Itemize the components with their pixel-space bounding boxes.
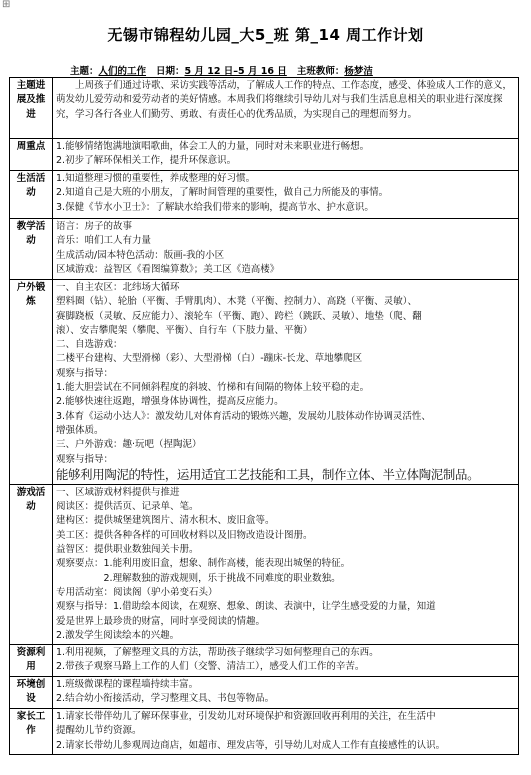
teaching-line: 语言：房子的故事 (56, 221, 133, 232)
games-line: 美工区：提供各种各样的可回收材料以及旧物改造设计图册。 (56, 529, 313, 541)
outdoor-highlight-line: 能够利用陶泥的特性，运用适宜工艺技能和工具，制作立体、半立体陶泥制品。 (56, 466, 480, 482)
environment-line: 2.结合幼小衔接活动，学习整理文具、书包等物品。 (56, 693, 275, 705)
row-games (10, 484, 519, 644)
label-teaching: 教学活动 (10, 219, 53, 280)
life-line: 2.知道自己是大班的小朋友，了解时间管理的重要性，做自己力所能及的事情。 (56, 187, 389, 199)
outdoor-line: 二、自选游戏： (56, 339, 123, 351)
games-line: 2.理解数独的游戏规则，乐于挑战不同难度的职业数独。 (56, 572, 341, 584)
games-line: 一、区域游戏材料提供与推进 (56, 486, 180, 498)
outdoor-line: 赛脚跷板（灵敏、反应能力）、滚轮车（平衡、跑）、跨栏（跳跃、灵敏）、地垫（爬、翻 (56, 310, 422, 322)
content-resources (53, 645, 519, 677)
label-games: 游戏活动 (10, 484, 53, 644)
teaching-line: 区域游戏：益智区《看图编算数》；美工区《造高楼》 (56, 263, 280, 275)
row-life (10, 171, 519, 219)
teaching-line: 音乐：咱们工人有力量 (56, 235, 152, 247)
label-outdoor: 户外锻炼 (10, 280, 53, 485)
row-resources (10, 645, 519, 677)
parents-line: 1.请家长带伴幼儿了解环保事业，引发幼儿对环境保护和资源回收再利用的关注，在生活中 (56, 711, 436, 723)
table-anchor-icon: ⊞ (2, 0, 11, 10)
teacher-label: 主班教师： (296, 66, 345, 77)
content-outdoor (53, 280, 519, 485)
date-value: 5 月 12 日–5 月 16 日 (184, 66, 287, 77)
games-line: 专用活动室：阅读阁（驴小弟变石头） (56, 586, 218, 598)
row-environment (10, 677, 519, 709)
games-line: 建构区：提供城堡建筑图片、清水积木、废旧盒等。 (56, 515, 275, 527)
environment-line: 1.班级微课程的课程墙持续丰富。 (56, 679, 199, 691)
row-progress (10, 78, 519, 139)
parents-line: 2.请家长带幼儿参观周边商店，如超市、理发店等，引导幼儿对成人工作有直接感性的认识。 (56, 739, 446, 751)
games-line: 爱是世界上最珍贵的财富，同时享受阅读的情趣。 (56, 615, 266, 627)
weekly-plan-table (9, 77, 519, 755)
teaching-line: 生成活动/园本特色活动：版画-我的小区 (56, 249, 225, 261)
theme-label: 主题： (70, 66, 99, 77)
life-line: 1.知道整理习惯的重要性，养成整理的好习惯。 (56, 173, 256, 184)
theme-value: 人们的工作 (98, 66, 147, 77)
content-progress (53, 78, 519, 139)
games-line: 阅读区：提供活页、记录单、笔。 (56, 501, 199, 513)
outdoor-line: 塑料圈（钻）、轮胎（平衡、手臂肌肉）、木凳（平衡、控制力）、高跷（平衡、灵敏）、 (56, 296, 418, 308)
outdoor-line: 3.体育《运动小达人》：激发幼儿对体育活动的锻炼兴趣，发展幼儿肢体动作协调灵活性、 (56, 410, 431, 422)
resources-line: 2.带孩子观察马路上工作的人们（交警、清洁工），感受人们工作的辛苦。 (56, 661, 365, 673)
games-line: 观察要点：1.能利用废旧盒，想象、制作高楼，能表现出城堡的特征。 (56, 558, 351, 570)
progress-text: 上周孩子们通过诗歌、采访实践等活动，了解成人工作的特点、工作态度，感受、体验成人工作的意义，萌发幼儿爱劳动和爱劳动者的美好情感。本周我们将继续引导幼儿对与我们生活息息相关的职业进行深度探究，学习各行各业人们勤劳、勇敢、有责任心的优秀品质，为实现自己的理想而努力。 (56, 80, 513, 120)
content-environment (53, 677, 519, 709)
outdoor-line: 观察与指导： (56, 453, 114, 465)
row-parents (10, 709, 519, 755)
row-teaching (10, 219, 519, 280)
content-games (53, 484, 519, 644)
outdoor-line: 2.能够快速往返跑，增强身体协调性，提高反应能力。 (56, 396, 284, 408)
outdoor-line: 二楼平台建构、大型滑梯（彩）、大型滑梯（白）-蹦床-长龙、草地攀爬区 (56, 353, 363, 365)
label-resources: 资源利用 (10, 645, 53, 677)
date-label: 日期： (156, 66, 185, 77)
parents-line: 提醒幼儿节约资源。 (56, 725, 142, 737)
label-focus: 周重点 (10, 139, 53, 171)
label-environment: 环境创设 (10, 677, 53, 709)
games-line: 2.激发学生阅读绘本的兴趣。 (56, 629, 180, 641)
focus-line: 2.初步了解环保相关工作，提升环保意识。 (56, 155, 237, 167)
outdoor-line: 一、自主农区：北纬场大循环 (56, 282, 180, 293)
content-focus (53, 139, 519, 171)
outdoor-line: 观察与指导： (56, 367, 114, 379)
teacher-value: 杨梦洁 (344, 66, 373, 77)
games-line: 观察与指导：1.借助绘本阅读，在观察、想象、朗读、表演中，让学生感受爱的力量，知道 (56, 601, 436, 613)
outdoor-line: 三、户外游戏：趣·玩吧（捏陶泥） (56, 439, 202, 451)
content-life (53, 171, 519, 219)
resources-line: 1.利用视频，了解整理文具的方法，帮助孩子继续学习如何整理自己的东西。 (56, 647, 379, 659)
outdoor-line: 滚）、安吉攀爬架（攀爬、平衡）、自行车（下肢力量、平衡） (56, 324, 313, 336)
outdoor-line: 1.能大胆尝试在不同倾斜程度的斜坡、竹梯和有间隔的物体上较平稳的走。 (56, 382, 370, 394)
games-line: 益智区：提供职业数独闯关卡册。 (56, 544, 199, 556)
focus-line: 1.能够情绪饱满地演唱歌曲，体会工人的力量，同时对未来职业进行畅想。 (56, 141, 370, 152)
plan-meta-line (70, 63, 373, 77)
label-parents: 家长工作 (10, 709, 53, 755)
content-parents (53, 709, 519, 755)
row-outdoor (10, 280, 519, 485)
row-focus (10, 139, 519, 171)
outdoor-line: 增强体质。 (56, 424, 104, 436)
label-progress: 主题进展及推进 (10, 78, 53, 139)
page-title: 无锡市锦程幼儿园_大5_班 第_14 周工作计划 (107, 26, 424, 44)
life-line: 3.保健《节水小卫士》：了解缺水给我们带来的影响，提高节水、护水意识。 (56, 201, 374, 213)
label-life: 生活活动 (10, 171, 53, 219)
content-teaching (53, 219, 519, 280)
